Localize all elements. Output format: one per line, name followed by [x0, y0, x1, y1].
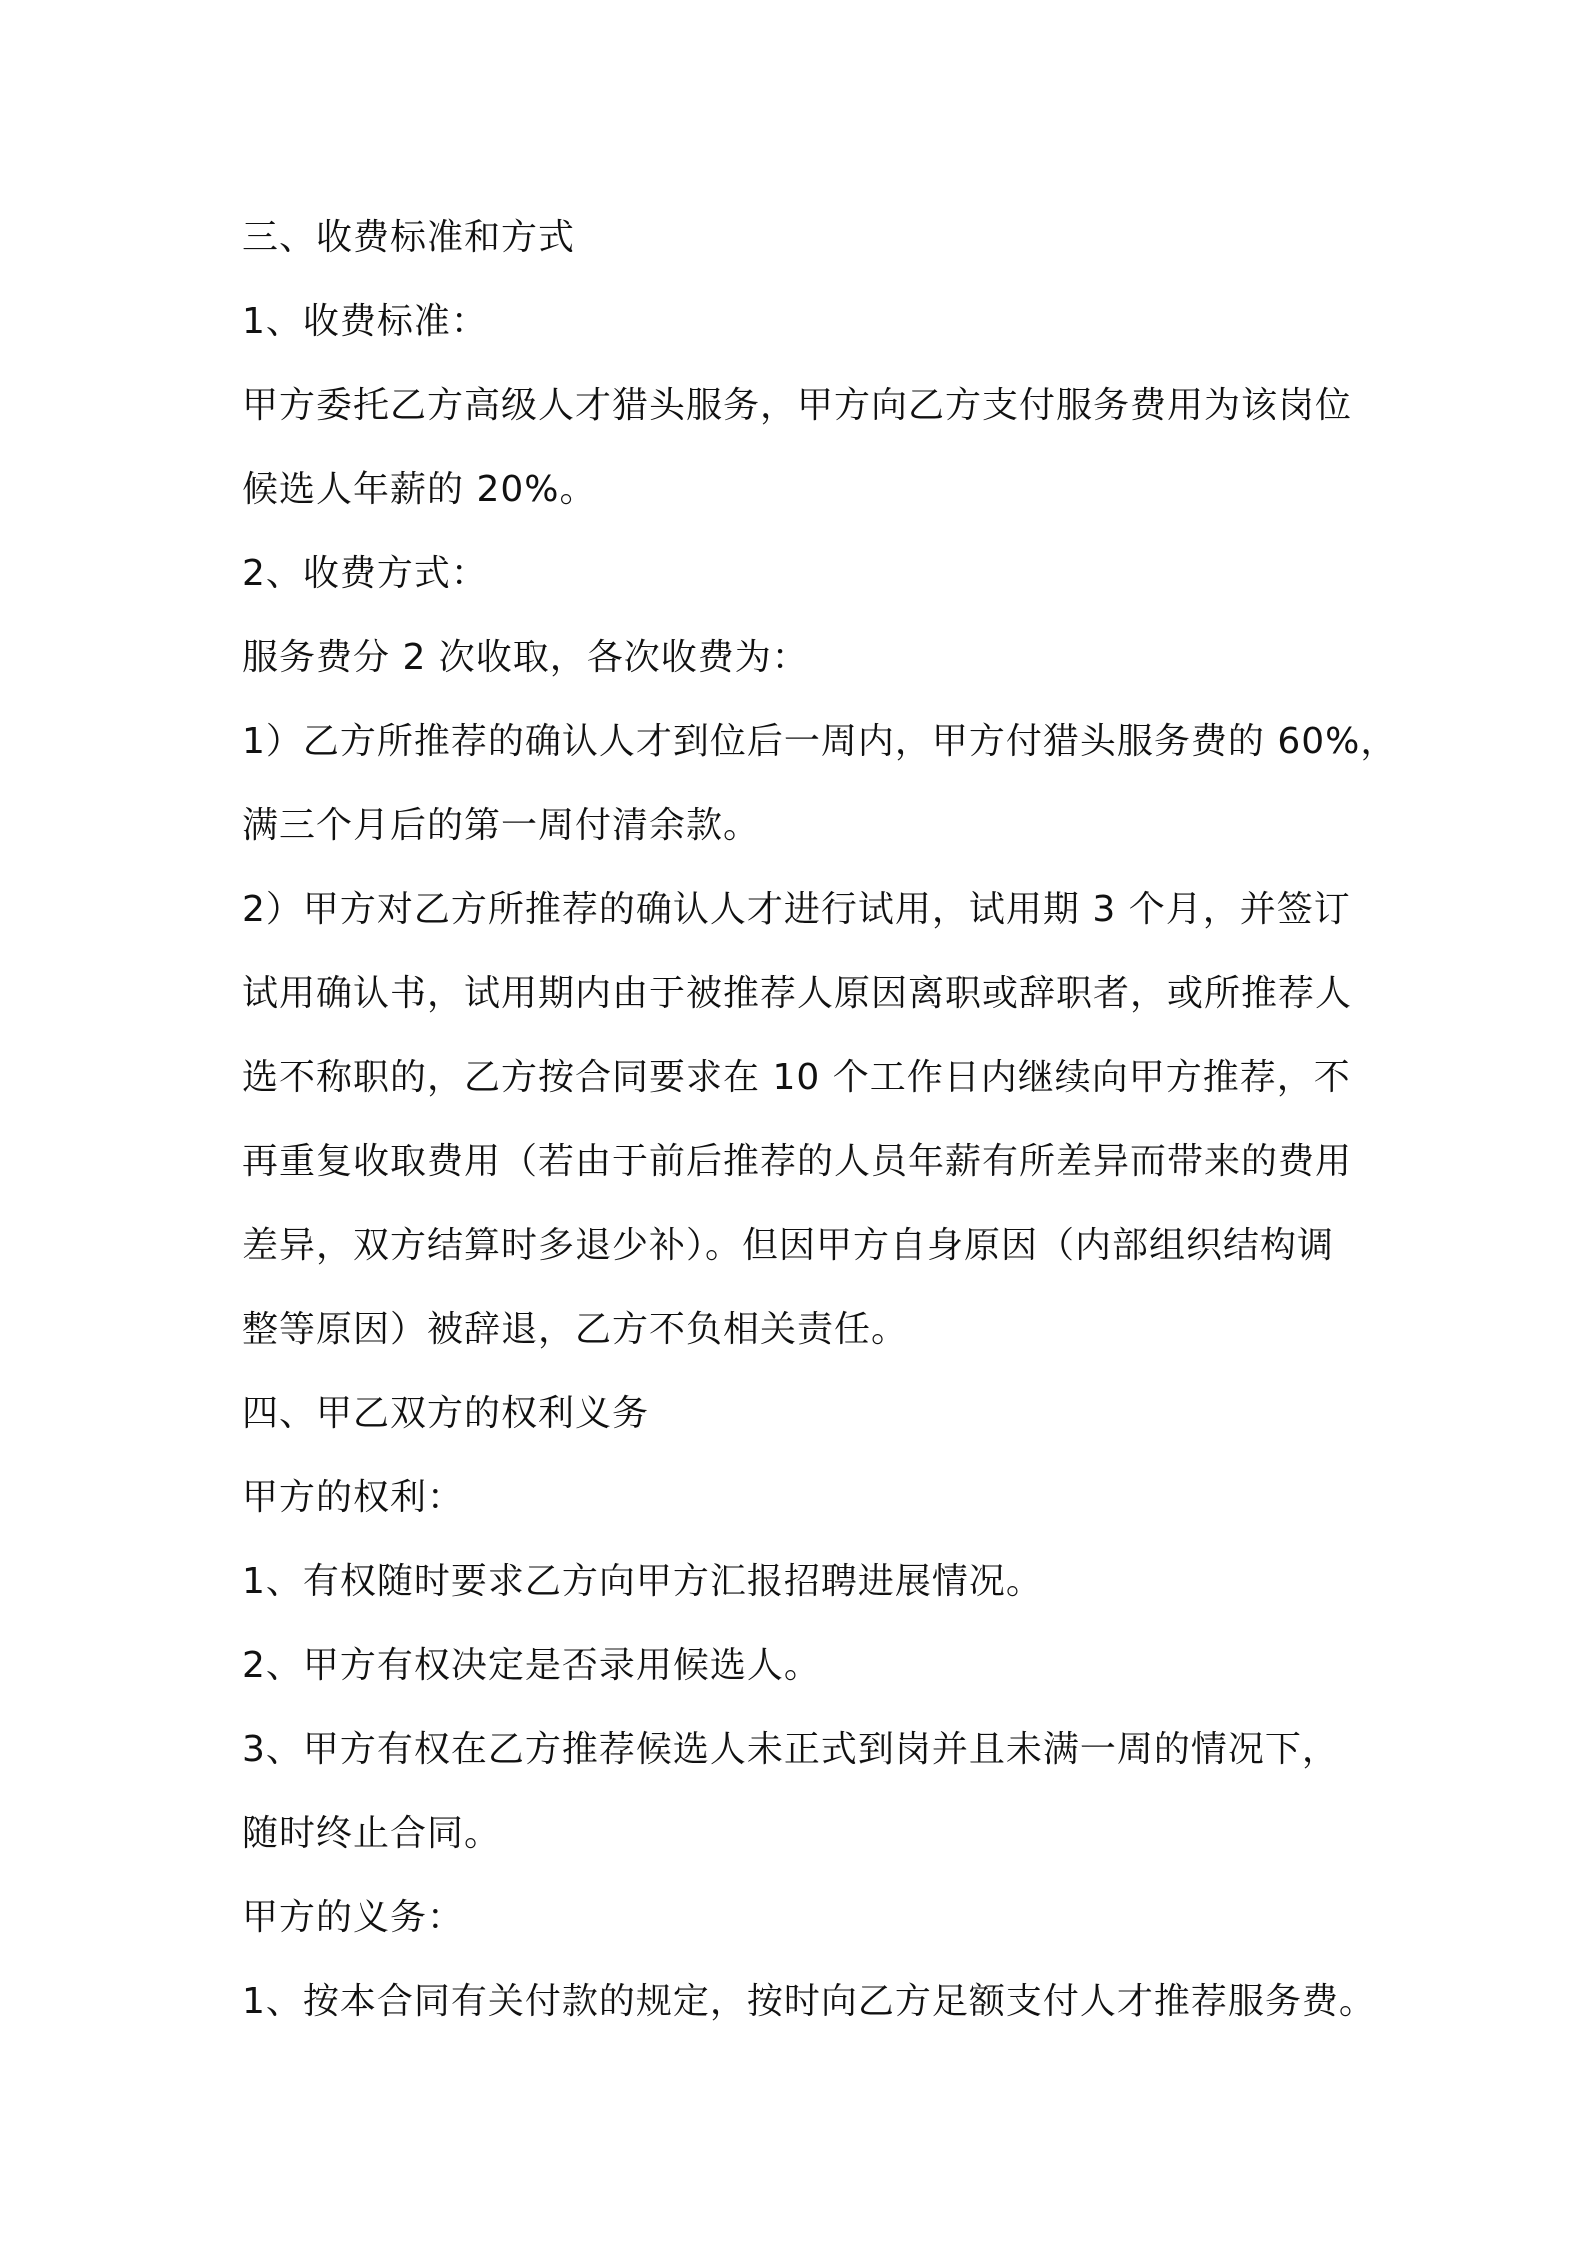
paragraph-line: 差异，双方结算时多退少补）。但因甲方自身原因（内部组织结构调 [242, 1225, 1335, 1266]
list-item: 2、甲方有权决定是否录用候选人。 [242, 1645, 821, 1686]
list-item: 1、按本合同有关付款的规定，按时向乙方足额支付人才推荐服务费。 [242, 1981, 1376, 2022]
subheading-party-a-rights: 甲方的权利： [242, 1477, 465, 1518]
document-body [242, 196, 1398, 2044]
paragraph-line: 2）甲方对乙方所推荐的确认人才进行试用，试用期 3 个月，并签订 [242, 889, 1351, 930]
section-heading-rights-obligations: 四、甲乙双方的权利义务 [242, 1393, 650, 1434]
section-heading-fees: 三、收费标准和方式 [242, 217, 576, 258]
list-item: 3、甲方有权在乙方推荐候选人未正式到岗并且未满一周的情况下， [242, 1729, 1339, 1770]
paragraph-line: 整等原因）被辞退，乙方不负相关责任。 [242, 1309, 909, 1350]
paragraph-line: 服务费分 2 次收取，各次收费为： [242, 637, 809, 678]
subheading-fee-method: 2、收费方式： [242, 553, 488, 594]
paragraph-line: 选不称职的，乙方按合同要求在 10 个工作日内继续向甲方推荐，不 [242, 1057, 1351, 1098]
paragraph-line: 试用确认书，试用期内由于被推荐人原因离职或辞职者，或所推荐人 [242, 973, 1353, 1014]
list-item: 1、有权随时要求乙方向甲方汇报招聘进展情况。 [242, 1561, 1043, 1602]
paragraph-line: 候选人年薪的 20%。 [242, 469, 597, 510]
paragraph-line: 满三个月后的第一周付清余款。 [242, 805, 761, 846]
subheading-fee-standard: 1、收费标准： [242, 301, 488, 342]
paragraph-line: 再重复收取费用（若由于前后推荐的人员年薪有所差异而带来的费用 [242, 1141, 1353, 1182]
paragraph-line: 随时终止合同。 [242, 1813, 502, 1854]
paragraph-line: 甲方委托乙方高级人才猎头服务，甲方向乙方支付服务费用为该岗位 [242, 385, 1353, 426]
paragraph-line: 1）乙方所推荐的确认人才到位后一周内，甲方付猎头服务费的 60%， [242, 721, 1398, 762]
subheading-party-a-obligations: 甲方的义务： [242, 1897, 465, 1938]
